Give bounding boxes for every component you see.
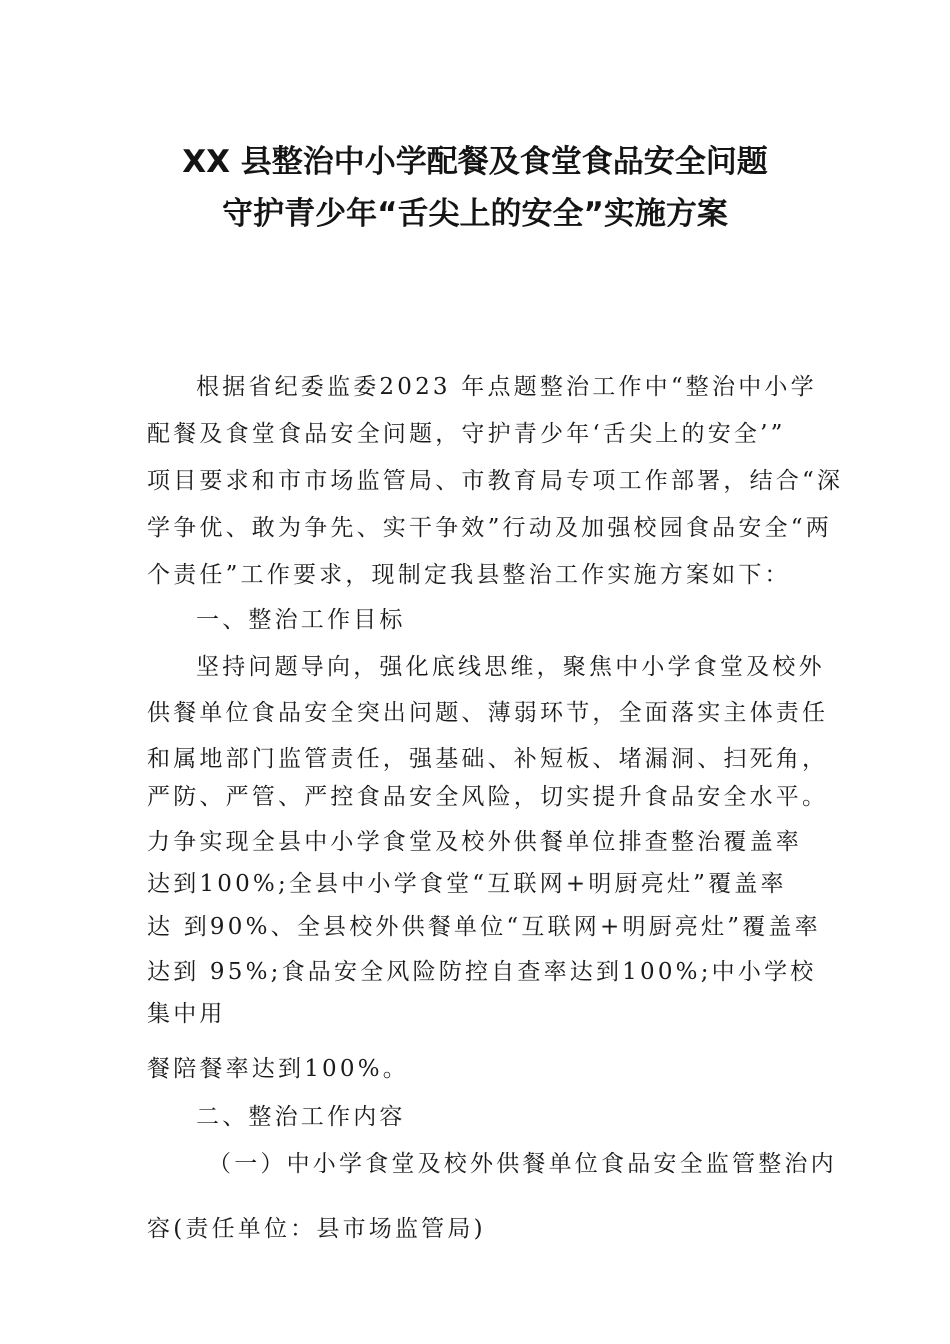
paragraph-line: 根据省纪委监委2023 年点题整治工作中“整治中小学 — [196, 374, 817, 400]
paragraph-line: 和属地部门监管责任，强基础、补短板、堵漏洞、扫死角， — [147, 746, 829, 772]
paragraph-line: 力争实现全县中小学食堂及校外供餐单位排查整治覆盖率 — [147, 829, 802, 855]
section-heading-2: 二、整治工作内容 — [196, 1104, 406, 1130]
subsection-heading-1: （一）中小学食堂及校外供餐单位食品安全监管整治内 — [208, 1151, 837, 1177]
paragraph-line: 餐陪餐率达到100%。 — [147, 1056, 409, 1082]
paragraph-line: 达到100%;全县中小学食堂“互联网+明厨亮灶”覆盖率 — [147, 871, 787, 897]
document-title-line-2: 守护青少年“舌尖上的安全”实施方案 — [222, 196, 728, 232]
document-title-line-1: XX 县整治中小学配餐及食堂食品安全问题 — [182, 144, 768, 180]
section-heading-1: 一、整治工作目标 — [196, 607, 406, 633]
paragraph-line: 达到 95%;食品安全风险防控自查率达到100%;中小学校 — [147, 959, 817, 985]
paragraph-line: 项目要求和市市场监管局、市教育局专项工作部署，结合“深 — [147, 468, 844, 494]
paragraph-line: 严防、严管、严控食品安全风险，切实提升食品安全水平。 — [147, 784, 829, 810]
subsection-heading-1-cont: 容(责任单位：县市场监管局) — [147, 1216, 486, 1242]
paragraph-line: 配餐及食堂食品安全问题，守护青少年‘舌尖上的安全’” — [147, 421, 786, 447]
paragraph-line: 达 到90%、全县校外供餐单位“互联网+明厨亮灶”覆盖率 — [147, 914, 821, 940]
paragraph-line: 学争优、敢为争先、实干争效”行动及加强校园食品安全“两 — [147, 515, 832, 541]
paragraph-line: 供餐单位食品安全突出问题、薄弱环节，全面落实主体责任 — [147, 700, 829, 726]
paragraph-line: 坚持问题导向，强化底线思维，聚焦中小学食堂及校外 — [196, 654, 825, 680]
paragraph-line: 集中用 — [147, 1001, 226, 1027]
paragraph-line: 个责任”工作要求，现制定我县整治工作实施方案如下： — [147, 562, 791, 588]
